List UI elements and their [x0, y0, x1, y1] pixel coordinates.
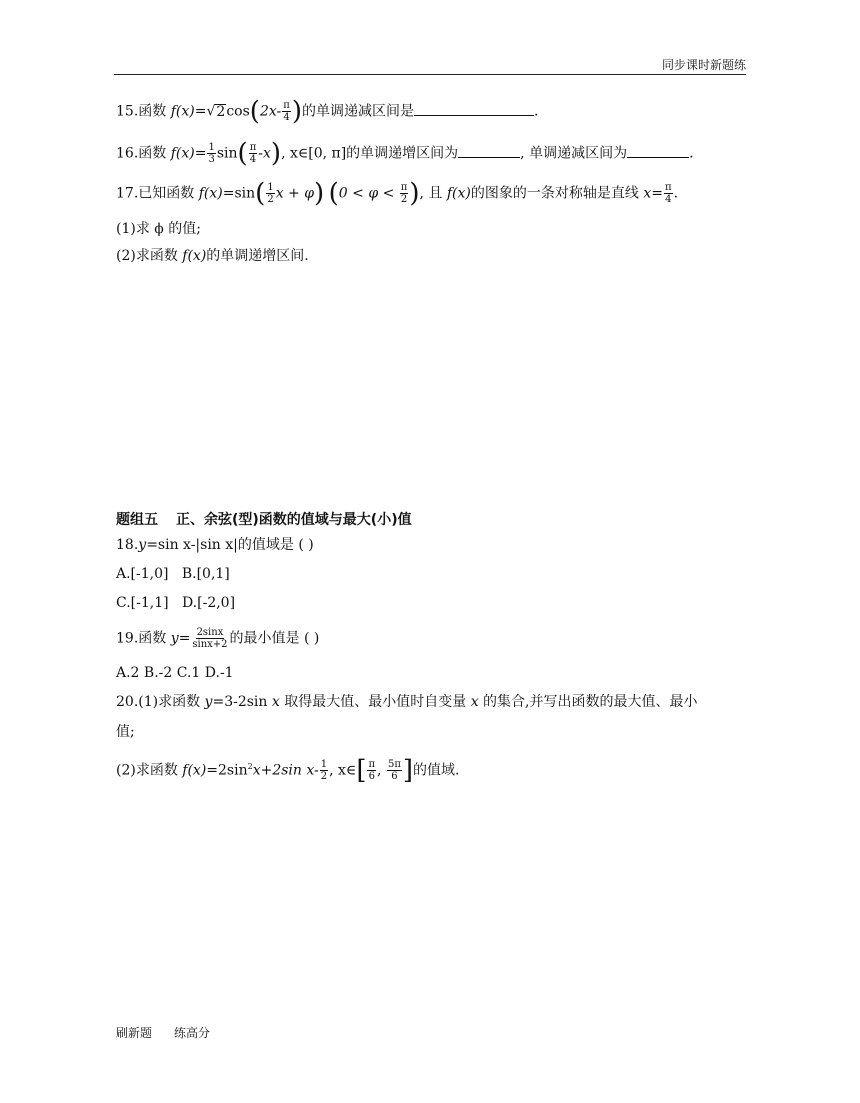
question-20-line-3: (2)求函数 $f(x)=2\sin^2x+2\sin$ x- $\frac{1}{2}$ , x∈[ $\frac{\pi}{6}$ , $\frac{5\pi}{6}$ ]的值域.: [116, 755, 460, 786]
header-rule: [114, 74, 746, 75]
fraction-one-half: $\frac{1}{2}$: [267, 182, 274, 205]
option-d[interactable]: D.[-2,0]: [181, 595, 236, 611]
question-15: 15.函数 f(x)=√2cos(2x- $\frac{\pi}{4}$ )的单调递减区间是 .: [116, 96, 539, 127]
header-title: 同步课时新题练: [661, 58, 746, 72]
question-19: 19.函数 y= $\frac{2\sin x}{\sin x+2}$ 的最小值是 ( ): [116, 627, 320, 650]
section-heading: 题组五 正、余弦(型)函数的值域与最大(小)值: [116, 512, 412, 528]
question-16: 16.函数 f(x)= $\frac{1}{3}$ sin( $\frac{\pi}{4}$ -x), x∈[0, π]的单调递增区间为 , 单调递减区间为 .: [116, 138, 694, 169]
question-20-line-2: 值;: [116, 724, 135, 740]
question-18-options-cd: [116, 593, 235, 613]
answer-blank-16b[interactable]: [627, 145, 689, 158]
question-17-part-2: (2)求函数 f(x)的单调递增区间.: [116, 248, 309, 264]
option-b[interactable]: B.[0,1]: [181, 566, 230, 582]
fraction-expression: $\frac{2\sin x}{\sin x+2}$: [192, 627, 228, 650]
question-20-line-1: 20.(1)求函数 y=3-2sin x 取得最大值、最小值时自变量 x 的集合,并写出函数的最大值、最小: [116, 694, 698, 710]
fraction-one-third: $\frac{1}{3}$: [208, 142, 215, 165]
question-17: 17.已知函数 f(x)=sin( $\frac{1}{2}$ x + φ) (0 < φ < $\frac{\pi}{2}$ ), 且 f(x)的图象的一条对称轴是直线 x= $\frac{\pi}{4}$ .: [116, 178, 679, 209]
answer-blank-16a[interactable]: [458, 145, 520, 158]
answer-blank-15[interactable]: [414, 103, 534, 116]
question-18: 18.y=sin x-|sin x|的值域是 ( ): [116, 537, 314, 553]
question-17-part-1: (1)求 ϕ 的值;: [116, 221, 201, 237]
fraction-pi-over-4: $\frac{\pi}{4}$: [283, 100, 290, 123]
fraction-pi-over-4: $\frac{\pi}{4}$: [249, 142, 257, 165]
question-19-options[interactable]: A.2 B.-2 C.1 D.-1: [116, 665, 234, 681]
fraction-5pi-over-6: $\frac{5\pi}{6}$: [387, 759, 401, 783]
question-18-options-ab: [116, 564, 230, 584]
footer-right: 练高分: [174, 1026, 211, 1040]
fraction-pi-over-6: $\frac{\pi}{6}$: [368, 759, 376, 783]
fraction-pi-over-2: $\frac{\pi}{2}$: [400, 182, 408, 205]
fraction-one-half: $\frac{1}{2}$: [320, 759, 328, 783]
option-a[interactable]: A.[-1,0]: [116, 566, 169, 582]
option-c[interactable]: C.[-1,1]: [116, 595, 169, 611]
footer: [116, 1024, 210, 1041]
footer-left: 刷新题: [116, 1026, 153, 1040]
fraction-pi-over-4: $\frac{\pi}{4}$: [664, 182, 672, 205]
